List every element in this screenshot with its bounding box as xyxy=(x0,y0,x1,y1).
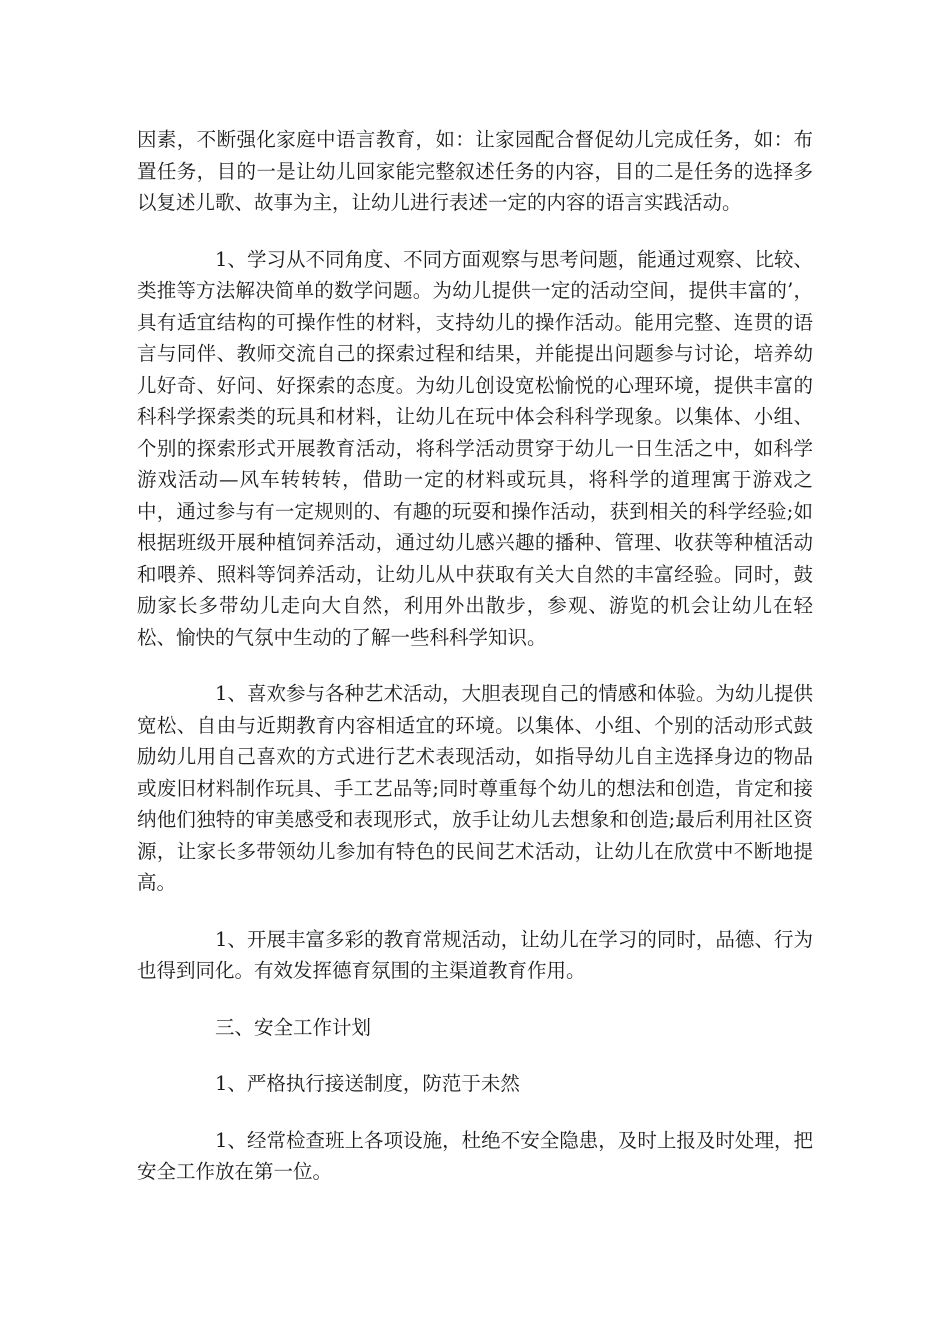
paragraph-art-activities: 1、喜欢参与各种艺术活动，大胆表现自己的情感和体验。为幼儿提供宽松、自由与近期教育内容相适宜的环境。以集体、小组、个别的活动形式鼓励幼儿用自己喜欢的方式进行艺术表现活动，如指导幼儿自主选择身边的物品或废旧材料制作玩具、手工艺品等;同时尊重每个幼儿的想法和创造，肯定和接纳他们独特的审美感受和表现形式，放手让幼儿去想象和创造;最后利用社区资源，让家长多带领幼儿参加有特色的民间艺术活动，让幼儿在欣赏中不断地提高。 xyxy=(137,682,813,894)
section-heading-safety-plan: 三、安全工作计划 xyxy=(215,1015,372,1039)
paragraph-pickup-system: 1、严格执行接送制度，防范于未然 xyxy=(215,1072,520,1095)
paragraph-science-math-learning: 1、学习从不同角度、不同方面观察与思考问题，能通过观察、比较、类推等方法解决简单的数学问题。为幼儿提供一定的活动空间，提供丰富的’，具有适宜结构的可操作性的材料，支持幼儿的操作活动。能用完整、连贯的语言与同伴、教师交流自己的探索过程和结果，并能提出问题参与讨论，培养幼儿好奇、好问、好探索的态度。为幼儿创设宽松愉悦的心理环境，提供丰富的科科学探索类的玩具和材料，让幼儿在玩中体会科科学现象。以集体、小组、个别的探索形式开展教育活动，将科学活动贯穿于幼儿一日生活之中，如科学游戏活动—风车转转转，借助一定的材料或玩具，将科学的道理寓于游戏之中，通过参与有一定规则的、有趣的玩耍和操作活动，获到相关的科学经验;如根据班级开展种植饲养活动，通过幼儿感兴趣的播种、管理、收获等种植活动和喂养、照料等饲养活动，让幼儿从中获取有关大自然的丰富经验。同时，鼓励家长多带幼儿走向大自然，利用外出散步，参观、游览的机会让幼儿在轻松、愉快的气氛中生动的了解一些科科学知识。 xyxy=(137,247,813,649)
document-body xyxy=(137,124,813,1213)
paragraph-facility-inspection: 1、经常检查班上各项设施，杜绝不安全隐患，及时上报及时处理，把安全工作放在第一位。 xyxy=(137,1128,813,1183)
paragraph-language-education-continued: 因素，不断强化家庭中语言教育，如：让家园配合督促幼儿完成任务，如：布置任务，目的一是让幼儿回家能完整叙述任务的内容，目的二是任务的选择多以复述儿歌、故事为主，让幼儿进行表述一定的内容的语言实践活动。 xyxy=(137,128,813,214)
paragraph-moral-education: 1、开展丰富多彩的教育常规活动，让幼儿在学习的同时，品德、行为也得到同化。有效发挥德育氛围的主渠道教育作用。 xyxy=(137,927,813,982)
